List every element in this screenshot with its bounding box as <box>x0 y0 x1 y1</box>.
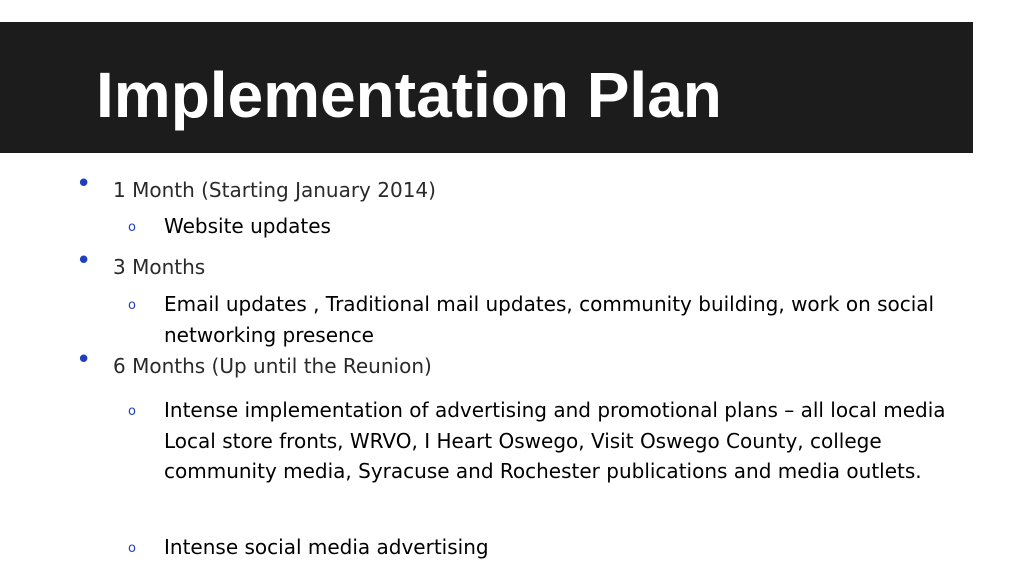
sub-bullet-item-2-1 <box>128 289 954 350</box>
sub-bullet-circle-icon: o <box>128 541 136 556</box>
bullet-text: 3 Months <box>113 255 206 279</box>
sub-bullet-text: Intense implementation of advertising and promotional plans – all local media Local store fronts, WRVO, I Heart Oswego, Visit Oswego County, college community media, Syracuse and Rochester publications and media outlets. <box>164 398 946 483</box>
sub-bullet-text: Intense social media advertising <box>164 535 489 559</box>
bullet-item-1 <box>76 169 436 202</box>
bullet-dot-icon: • <box>76 169 92 199</box>
slide-title: Implementation Plan <box>96 59 722 131</box>
bullet-dot-icon: • <box>76 345 92 375</box>
sub-bullet-item-1-1 <box>128 211 954 242</box>
bullet-item-2 <box>76 246 206 279</box>
bullet-text: 1 Month (Starting January 2014) <box>113 178 436 202</box>
sub-bullet-item-3-1 <box>128 395 954 487</box>
sub-bullet-text: Website updates <box>164 214 331 238</box>
sub-bullet-circle-icon: o <box>128 404 136 419</box>
bullet-text: 6 Months (Up until the Reunion) <box>113 354 432 378</box>
sub-bullet-circle-icon: o <box>128 298 136 313</box>
sub-bullet-item-3-2 <box>128 532 954 563</box>
bullet-dot-icon: • <box>76 246 92 276</box>
sub-bullet-circle-icon: o <box>128 220 136 235</box>
sub-bullet-text: Email updates , Traditional mail updates, community building, work on social networking presence <box>164 292 935 347</box>
bullet-item-3 <box>76 345 432 378</box>
